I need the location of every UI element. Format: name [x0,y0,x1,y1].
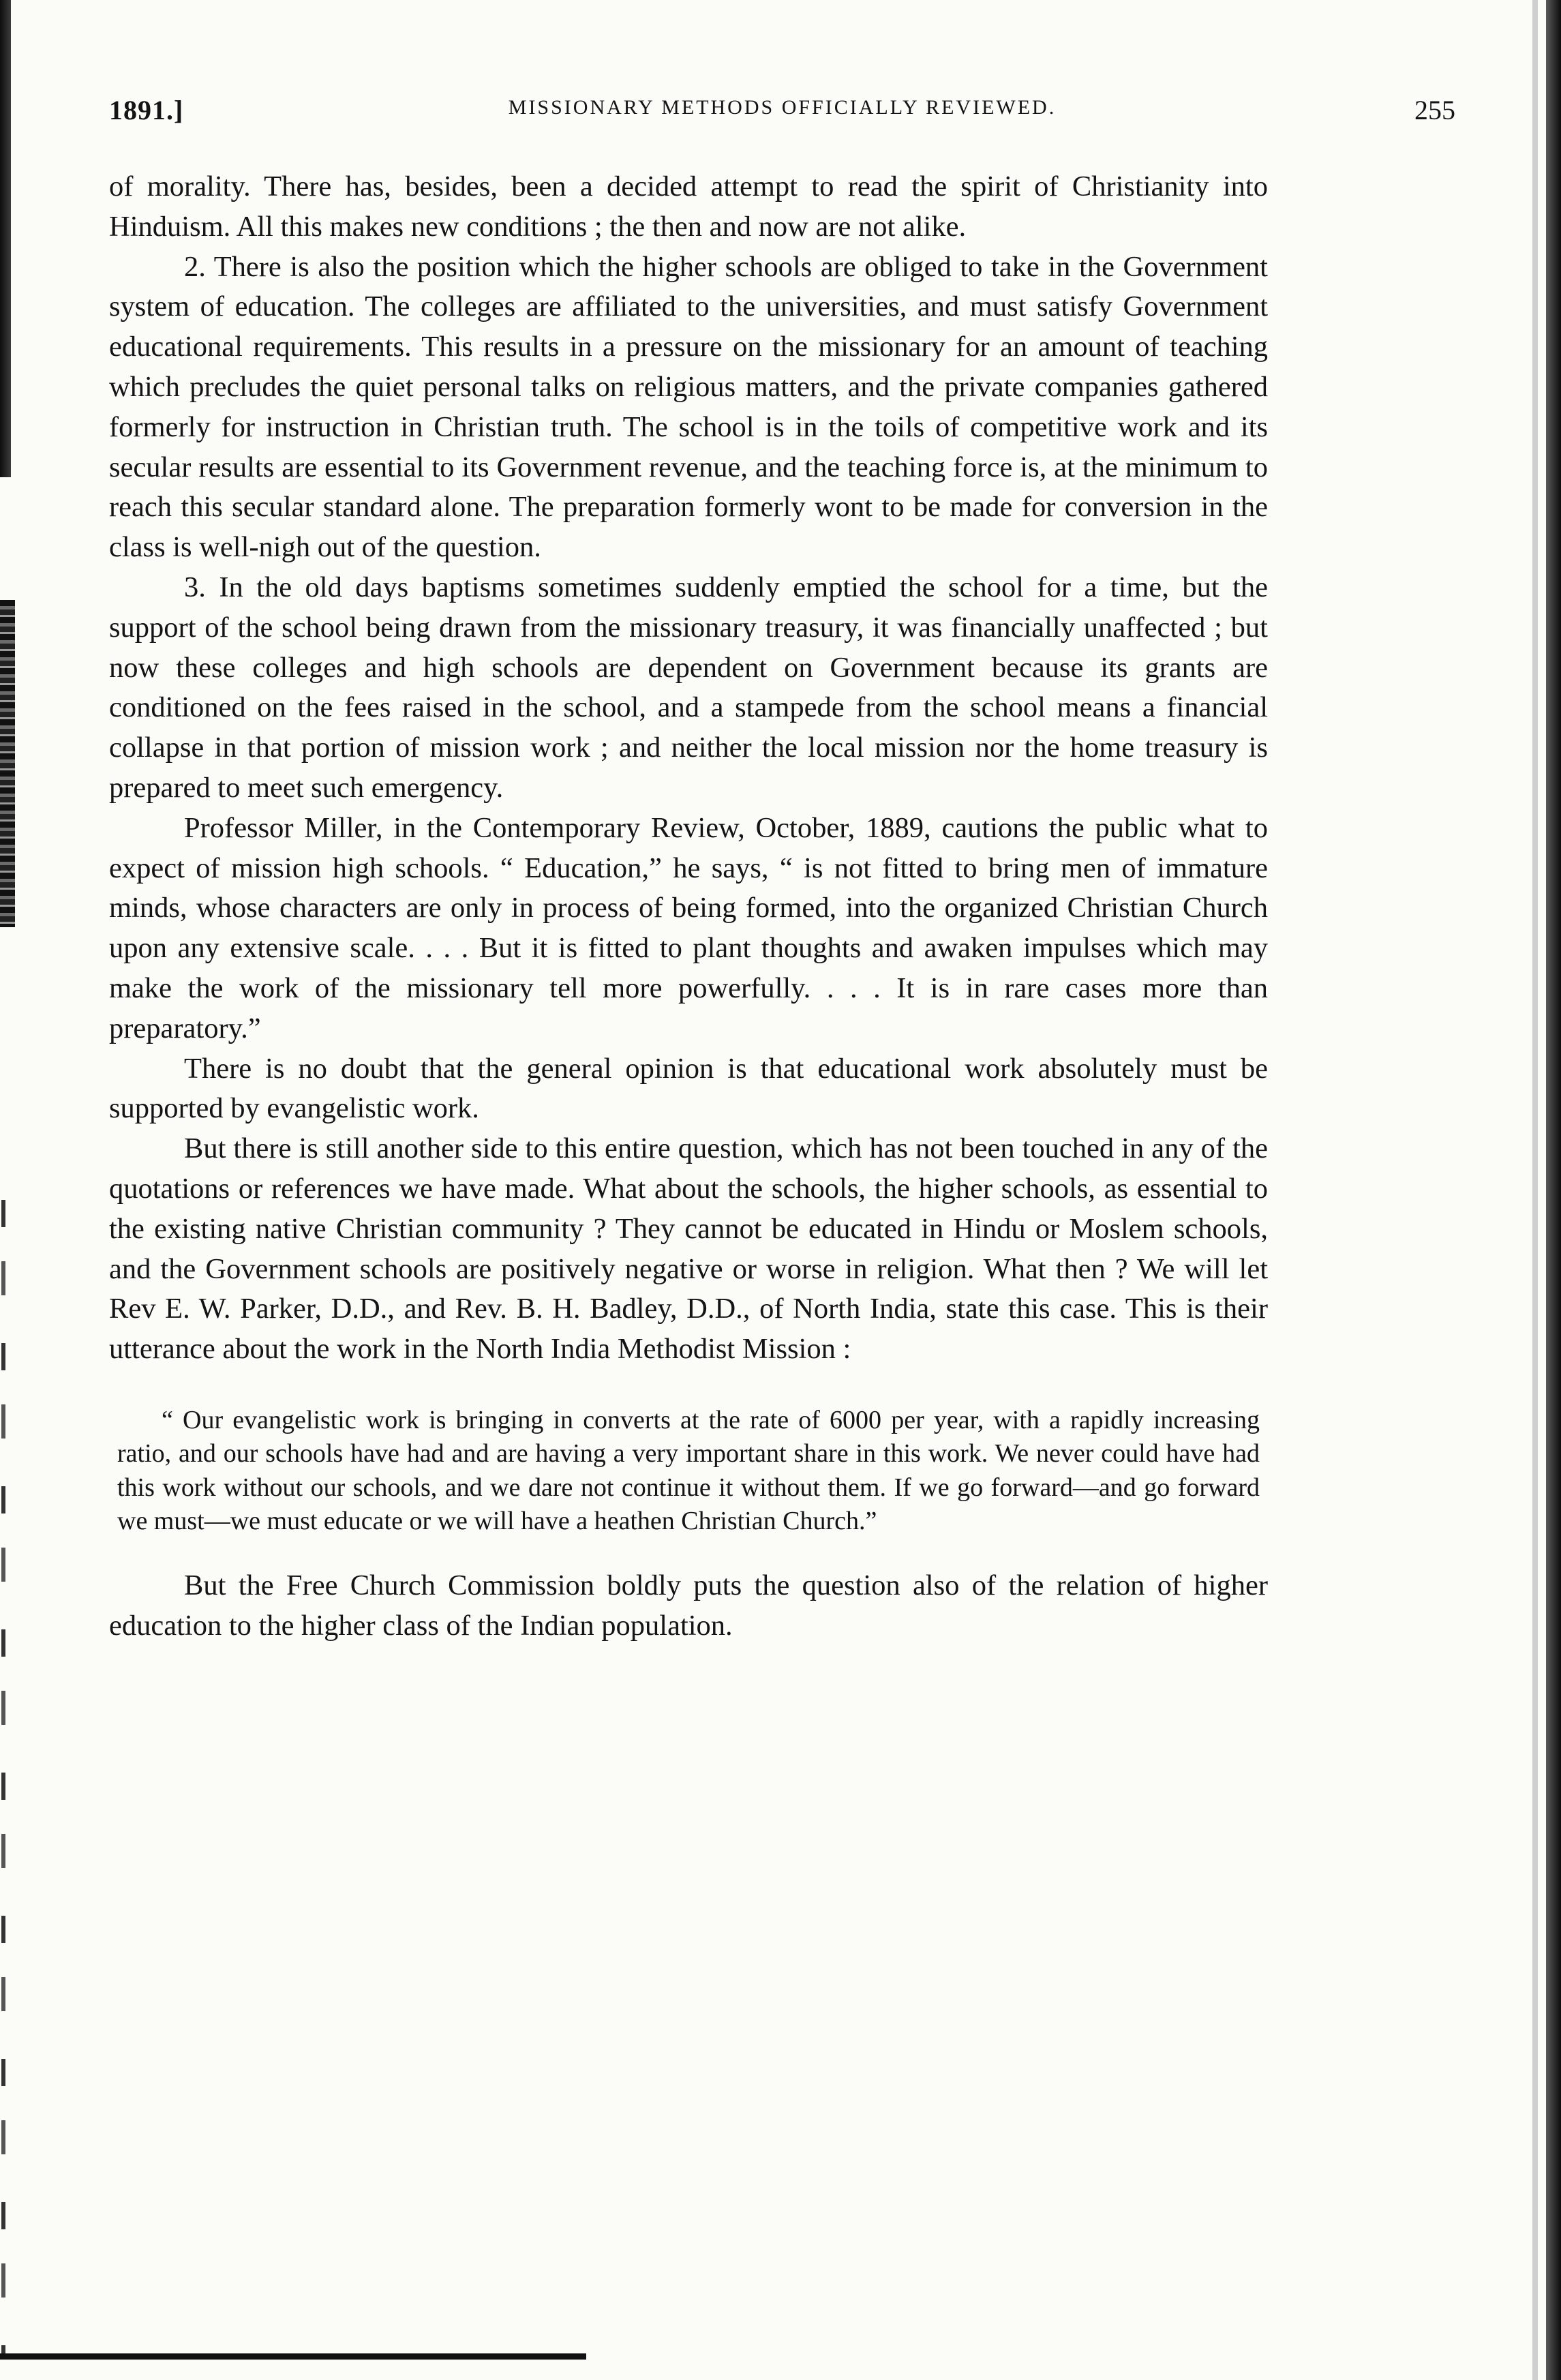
running-header [109,94,1455,135]
paragraph-another-side: But there is still another side to this entire question, which has not been touched in any of the quotations or references we have made. What about the schools, the higher schools, as essential to the existing native Christian community ? They cannot be educated in Hindu or Moslem schools, and the Government schools are positively negative or worse in religion. What then ? We will let Rev E. W. Parker, D.D., and Rev. B. H. Badley, D.D., of North India, state this case. This is their utterance about the work in the North India Methodist Mission : [109,1132,1268,1366]
header-title: MISSIONARY METHODS OFFICIALLY REVIEWED. [508,96,1057,119]
scan-edge-light [1532,0,1538,2380]
header-year: 1891.] [109,95,184,125]
paragraph-point-2: 2. There is also the position which the higher schools are obliged to take in the Government system of education. The colleges are affiliated to the universities, and must satisfy Government educational requirements. This results in a pressure on the missionary for an amount of teaching which precludes the quiet personal talks on religious matters, and the private companies gathered formerly for instruction in Christian truth. The school is in the toils of competitive work and its secular results are essential to its Government revenue, and the teaching force is, at the minimum to reach this secular standard alone. The preparation formerly wont to be made for conversion in the class is well-nigh out of the question. [109,250,1268,564]
scan-edge-shadow [0,0,11,477]
paragraph-continuation: of morality. There has, besides, been a decided attempt to read the spirit of Christianity into Hinduism. All this makes new conditions ; the then and now are not alike. [109,170,1268,243]
paragraph-general-opinion: There is no doubt that the general opinion is that educational work absolutely must be supported by evangelistic work. [109,1052,1268,1125]
paragraph-miller: Professor Miller, in the Contemporary Review, October, 1889, cautions the public what to expect of mission high schools. “ Education,” he says, “ is not fitted to bring men of immature minds, whose characters are only in process of being formed, into the organized Christian Church upon any extensive scale. . . . But it is fitted to plant thoughts and awaken impulses which may make the work of the missionary tell more powerfully. . . . It is in rare cases more than preparatory.” [109,811,1268,1044]
scan-edge-marks [1,1200,5,2359]
scan-edge-noise [0,600,15,927]
scan-bottom-rule [0,2353,586,2360]
block-quote: “ Our evangelistic work is bringing in converts at the rate of 6000 per year, with a rapidly increasing ratio, and our schools have had and are having a very important share in this work. We never could have had this work without our schools, and we dare not continue it without them. If we go forward—and go forward we must—we must educate or we will have a heathen Christian Church.” [117,1405,1260,1536]
page-number: 255 [1414,95,1455,125]
scan-edge-border [1546,0,1561,2380]
paragraph-closing: But the Free Church Commission boldly puts the question also of the relation of higher education to the higher class of the Indian population. [109,1569,1268,1642]
page-body [109,167,1268,1646]
paragraph-point-3: 3. In the old days baptisms sometimes suddenly emptied the school for a time, but the support of the school being drawn from the missionary treasury, it was financially unaffected ; but now these colleges and high schools are dependent on Government because its grants are conditioned on the fees raised in the school, and a stampede from the school means a financial collapse in that portion of mission work ; and neither the local mission nor the home treasury is prepared to meet such emergency. [109,571,1268,804]
